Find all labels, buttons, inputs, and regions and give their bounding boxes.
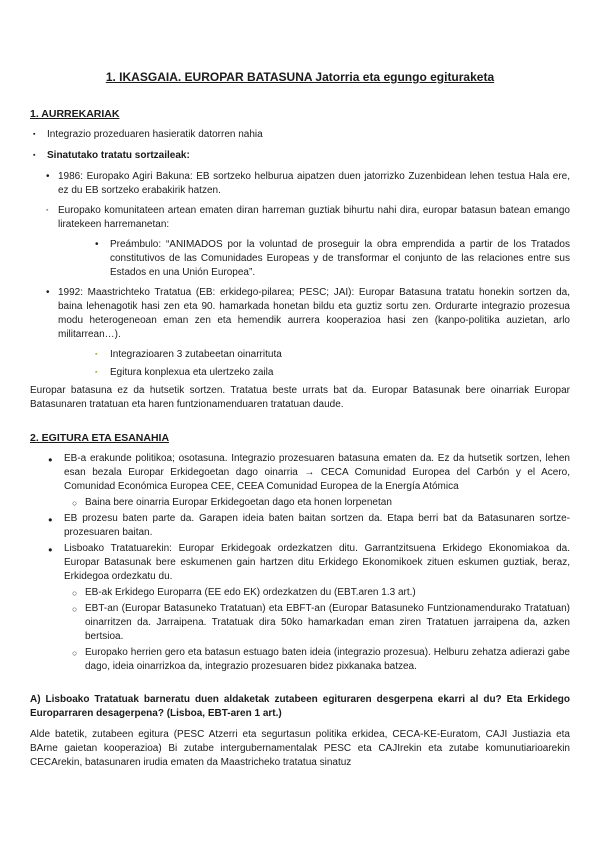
list-item	[30, 452, 570, 494]
disc-bullet-icon: ●	[48, 455, 53, 464]
list-item	[30, 366, 570, 380]
list-item-text: Europako komunitateen artean ematen diran harreman guztiak bihurtu nahi dira, europar batasun batean emango liratekeen harremanetan:	[58, 205, 570, 230]
square-bullet-icon: ▪	[33, 152, 36, 159]
olive-square-bullet-icon: ▪	[95, 351, 98, 358]
circle-bullet-icon: ○	[72, 648, 78, 658]
gray-square-bullet-icon: ▪	[46, 207, 49, 214]
list-item-text: EB-a erakunde politikoa; osotasuna. Integrazio prozesuaren batasuna ematen da. Ez da hutsetik sortzen, lehen esan bezala Europar Erkidegoetan dago oinarria → CECA Comunidad Europea del Carbón y el Acero, Comunidad Económica Europea CEE, CEEA Comunidad Europea de la Energía Atómica	[64, 453, 570, 492]
list-item	[30, 170, 570, 198]
disc-bullet-icon: ●	[48, 515, 53, 524]
list-item-text: Integrazio prozeduaren hasieratik datorren nahia	[47, 129, 263, 140]
paragraph: Alde batetik, zutabeen egitura (PESC Atzerri eta segurtasun politika erkidea, CECA-KE-Euratom, CAJI Justiazia eta BArne gaietan kooperazioa) Bi zutabe intergubernamentalak PESC eta CAJIrekin eta zutabe komunutiarioarekin CECArekin, batasunaren irudia ematen da Maastricheko tratatua sinatuz	[30, 729, 570, 768]
dot-bullet-icon: •	[46, 287, 50, 298]
page-title: 1. IKASGAIA. EUROPAR BATASUNA Jatorria eta egungo egituraketa	[105, 70, 495, 84]
question-a-heading: A) Lisboako Tratatuak barneratu duen aldaketak zutabeen egituraren desgerpena ekarri al du? Eta Erkidego Europarraren desagerpena? (Lisboa, EBT-aren 1 art.)	[30, 694, 570, 719]
paragraph: Europar batasuna ez da hutsetik sortzen. Tratatua beste urrats bat da. Europar Batasunak bere oinarriak Europar Batasunaren tratatuan eta haren funtzionamenduaren tratatuan daude.	[30, 385, 570, 410]
list-item	[30, 204, 570, 232]
square-bullet-icon: ▪	[33, 131, 36, 138]
list-item	[30, 646, 570, 674]
list-item-text: Lisboako Tratatuarekin: Europar Erkidegoak ordezkatzen ditu. Garrantzitsuena Erkidego Ekonomiakoa da. Europar Batasunak bere eskumenen gain hartzen ditu Erkidego Ekonomikoek zituen eskumen guztiak, beraz, Erkidegoa ordezkatu du.	[64, 543, 570, 582]
list-item-text: EBT-an (Europar Batasuneko Tratatuan) eta EBFT-an (Europar Batasuneko Funtzionamendurako Tratatuan) oinarritzen da. Jarraipena. Tratatuak dira 50ko hamarkadan eman ziren Tratatuen jarraipena da, azken bertsioa.	[85, 603, 570, 642]
list-item	[30, 238, 570, 280]
circle-bullet-icon: ○	[72, 588, 78, 598]
list-item-text: Sinatutako tratatu sortzaileak:	[47, 150, 190, 161]
circle-bullet-icon: ○	[72, 604, 78, 614]
list-item	[30, 512, 570, 540]
list-item-text: Baina bere oinarria Europar Erkidegoetan dago eta honen lorpenetan	[85, 497, 392, 508]
dot-bullet-icon: •	[95, 239, 99, 250]
list-item-text: Egitura konplexua eta ulertzeko zaila	[110, 367, 274, 378]
circle-bullet-icon: ○	[72, 498, 78, 508]
list-item-text: 1986: Europako Agiri Bakuna: EB sortzeko helburua aipatzen duen jatorrizko Zuzenbidean lehen testua Hala ere, ez du EB sortzeko erabakirik hatzen.	[58, 171, 570, 196]
list-item	[30, 586, 570, 600]
dot-bullet-icon: •	[46, 171, 50, 182]
section-2-heading: 2. EGITURA ETA ESANAHIA	[30, 432, 170, 444]
disc-bullet-icon: ●	[48, 545, 53, 554]
list-item	[30, 128, 570, 142]
list-item-text: Europako herrien gero eta batasun estuago baten ideia (integrazio prozesua). Helburu zehatza adierazi gabe dago, ideia oinarrizkoa da, integrazio prozesuaren bidez pixkanaka batzea.	[85, 647, 570, 672]
list-item	[30, 286, 570, 342]
list-item	[30, 149, 570, 163]
section-1-heading: 1. AURREKARIAK	[30, 108, 120, 120]
list-item	[30, 348, 570, 362]
list-item	[30, 602, 570, 644]
list-item-text: EB-ak Erkidego Europarra (EE edo EK) ordezkatzen du (EBT.aren 1.3 art.)	[85, 587, 416, 598]
list-item	[30, 542, 570, 584]
list-item-text: 1992: Maastrichteko Tratatua (EB: erkidego-pilarea; PESC; JAI): Europar Batasuna tratatu honekin sortzen da, baina lehenagotik hasi zen eta 90. hamarkada honetan bildu eta guztiz sortu zen. Ordurarte integrazio prozesua modu heterogeneoan eman zen eta hemendik aurrera kooperazioa hasi zen (kanpo-politika auzietan, arlo militarrean…).	[58, 287, 570, 340]
list-item-text: Integrazioaren 3 zutabeetan oinarrituta	[110, 349, 282, 360]
olive-square-bullet-icon: ▪	[95, 369, 98, 376]
list-item	[30, 496, 570, 510]
list-item-text: EB prozesu baten parte da. Garapen ideia baten baitan sortzen da. Etapa berri bat da Batasunaren sortze-prozesuaren baitan.	[64, 513, 570, 538]
list-item-text: Preámbulo: “ANIMADOS por la voluntad de proseguir la obra emprendida a partir de los Tratados constitutivos de las Comunidades Europeas y de transformar el conjunto de las relaciones entre sus Estados en una Unión Europea”.	[110, 239, 570, 278]
